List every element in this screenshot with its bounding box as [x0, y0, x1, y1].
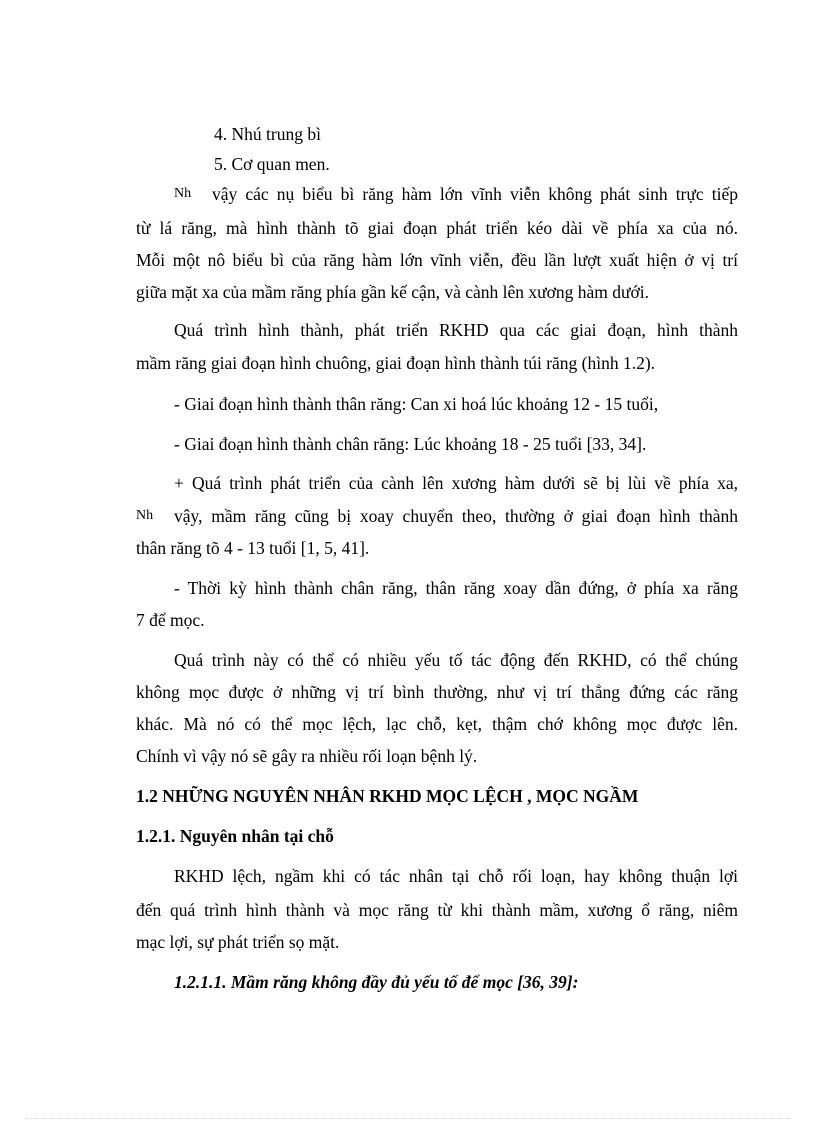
paragraph-line: vậy, mầm răng cũng bị xoay chuyển theo, thường ở giai đoạn hình thành: [174, 506, 738, 526]
paragraph-line: - Giai đoạn hình thành chân răng: Lúc khoảng 18 - 25 tuổi [33, 34].: [174, 434, 647, 454]
text-fragment: Nh: [136, 508, 154, 523]
paragraph-line: giữa mặt xa của mầm răng phía gần kế cận, và cành lên xương hàm dưới.: [136, 282, 649, 302]
paragraph-line: Chính vì vậy nó sẽ gây ra nhiều rối loạn bệnh lý.: [136, 746, 478, 766]
paragraph-line: Mỗi một nô biểu bì của răng hàm lớn vĩnh viễn, đều lần lượt xuất hiện ở vị trí: [136, 250, 738, 270]
paragraph-line: - Thời kỳ hình thành chân răng, thân răng xoay dần đứng, ở phía xa răng: [174, 578, 738, 598]
paragraph-line: RKHD lệch, ngầm khi có tác nhân tại chỗ rối loạn, hay không thuận lợi: [174, 866, 738, 886]
subsubsection-heading: 1.2.1.1. Mầm răng không đầy đủ yếu tố để mọc [36, 39]:: [174, 972, 579, 992]
paragraph-line: 7 để mọc.: [136, 610, 205, 630]
paragraph-line: khác. Mà nó có thể mọc lệch, lạc chỗ, kẹt, thậm chớ không mọc được lên.: [136, 714, 738, 734]
section-heading: 1.2 NHỮNG NGUYÊN NHÂN RKHD MỌC LỆCH , MỌC NGẦM: [136, 786, 639, 806]
paragraph-line: từ lá răng, mà hình thành tõ giai đoạn phát triển kéo dài về phía xa của nó.: [136, 218, 738, 238]
list-item: 4. Nhú trung bì: [214, 124, 321, 144]
paragraph-line: thân răng tõ 4 - 13 tuổi [1, 5, 41].: [136, 538, 370, 558]
paragraph-line: mầm răng giai đoạn hình chuông, giai đoạn hình thành túi răng (hình 1.2).: [136, 353, 656, 373]
list-item: 5. Cơ quan men.: [214, 154, 330, 174]
paragraph-line: + Quá trình phát triển của cành lên xương hàm dưới sẽ bị lùi về phía xa,: [174, 473, 738, 493]
paragraph-line: Quá trình này có thể có nhiều yếu tố tác động đến RKHD, có thể chúng: [174, 650, 738, 670]
page-bottom-divider: [26, 1118, 790, 1119]
subsection-heading: 1.2.1. Nguyên nhân tại chỗ: [136, 826, 334, 846]
text-fragment: Nh: [174, 186, 192, 201]
paragraph-line: mạc lợi, sự phát triển sọ mặt.: [136, 932, 340, 952]
paragraph-line: - Giai đoạn hình thành thân răng: Can xi hoá lúc khoảng 12 - 15 tuổi,: [174, 394, 659, 414]
paragraph-line: không mọc được ở những vị trí bình thường, như vị trí thẳng đứng các răng: [136, 682, 738, 702]
paragraph-line: vậy các nụ biểu bì răng hàm lớn vĩnh viễn không phát sinh trực tiếp: [212, 184, 738, 204]
paragraph-line: Quá trình hình thành, phát triển RKHD qua các giai đoạn, hình thành: [174, 320, 738, 340]
paragraph-line: đến quá trình hình thành và mọc răng từ khi thành mầm, xương ổ răng, niêm: [136, 900, 738, 920]
